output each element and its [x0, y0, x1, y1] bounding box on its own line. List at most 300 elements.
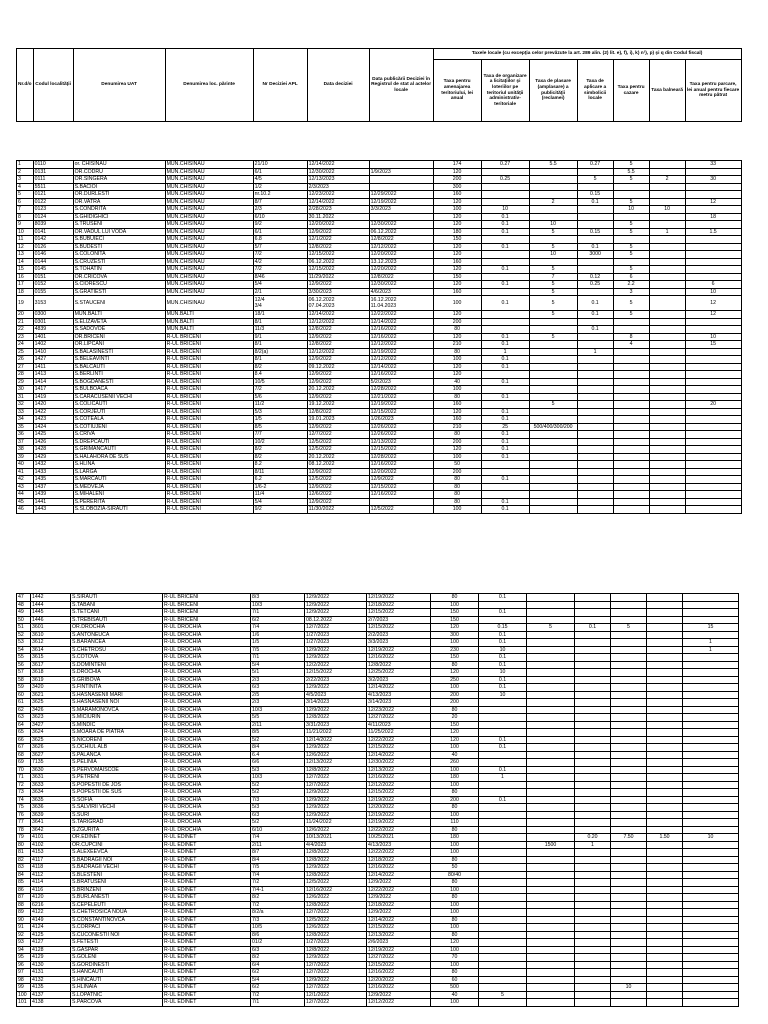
cell: S.PARCOVA	[71, 999, 163, 1007]
cell: R-UL DROCHIA	[163, 676, 251, 684]
cell	[575, 714, 611, 722]
cell: 96	[17, 961, 31, 969]
cell: 01/2	[251, 939, 305, 947]
cell	[479, 601, 527, 609]
cell: 0.1	[479, 594, 527, 602]
cell: 100	[431, 811, 479, 819]
cell: 80	[431, 931, 479, 939]
cell: 120	[433, 371, 481, 379]
cell: 210	[433, 341, 481, 349]
cell: 4/2	[253, 258, 307, 266]
cell: 51	[17, 624, 31, 632]
cell	[575, 706, 611, 714]
cell	[683, 744, 739, 752]
cell: 0.1	[577, 296, 613, 311]
cell	[575, 601, 611, 609]
pub-line: 16.12.2022	[370, 296, 397, 303]
cell: 5.5	[529, 161, 577, 169]
cell	[613, 371, 649, 379]
cell: 5/2	[251, 736, 305, 744]
cell: R-UL EDINET	[163, 849, 251, 857]
cell: R-UL DROCHIA	[163, 811, 251, 819]
cell: MUN.CHISINAU	[165, 266, 253, 274]
cell: OR.VADUL LUI VODA	[73, 228, 165, 236]
cell: 13.12.2023	[369, 258, 433, 266]
cell: 10	[683, 834, 739, 842]
cell: R-UL EDINET	[163, 976, 251, 984]
cell	[647, 931, 683, 939]
cell: MUN.CHISINAU	[165, 296, 253, 311]
cell: 10	[479, 646, 527, 654]
cell: R-UL EDINET	[163, 946, 251, 954]
cell: 06.12.2022	[369, 228, 433, 236]
cell: 9/2	[253, 221, 307, 229]
cell: 20	[685, 401, 741, 409]
cell: S.BOGDANESTI	[73, 378, 165, 386]
cell: 1441	[33, 498, 73, 506]
cell	[529, 468, 577, 476]
cell	[613, 423, 649, 431]
cell: 29	[17, 378, 34, 386]
cell: 12/12/2022	[367, 781, 431, 789]
cell: 12/13/2022	[367, 766, 431, 774]
cell: 230	[431, 646, 479, 654]
cell: 80	[431, 661, 479, 669]
cell	[613, 431, 649, 439]
cell: 12/19/2022	[367, 646, 431, 654]
cell: 9	[17, 221, 34, 229]
cell: S.MOARA DE PIATRA	[71, 729, 163, 737]
cell: 12/30/2022	[307, 168, 369, 176]
cell: 0.1	[481, 363, 529, 371]
cell: 100	[431, 639, 479, 647]
cell: 5/4	[253, 281, 307, 289]
cell	[685, 258, 741, 266]
cell: 12/8/2022	[307, 243, 369, 251]
cell: 12/9/2022	[305, 864, 367, 872]
cell	[369, 161, 433, 169]
cell	[577, 423, 613, 431]
cell: 7/2	[253, 251, 307, 259]
cell: 3	[613, 288, 649, 296]
cell	[575, 819, 611, 827]
table-row	[17, 273, 742, 281]
cell: 1439	[33, 491, 73, 499]
cell: 12/13/2022	[369, 438, 433, 446]
cell	[527, 819, 575, 827]
cell	[649, 506, 685, 514]
cell: 5	[529, 228, 577, 236]
cell: 56	[17, 661, 31, 669]
cell: 40	[17, 461, 34, 469]
cell: 1429	[33, 453, 73, 461]
cell: 12/15/2022	[369, 483, 433, 491]
cell	[481, 251, 529, 259]
cell: 93	[17, 939, 31, 947]
table-body-row19	[17, 296, 742, 311]
cell	[613, 416, 649, 424]
cell: 15	[17, 266, 34, 274]
cell	[527, 916, 575, 924]
cell: 110	[431, 819, 479, 827]
cell	[575, 699, 611, 707]
cell: 100	[431, 946, 479, 954]
cell: 3/30/2023	[307, 288, 369, 296]
cell	[479, 909, 527, 917]
cell: 1	[683, 639, 739, 647]
cell: R-UL DROCHIA	[163, 721, 251, 729]
date-line: 07.04.2023	[308, 303, 335, 309]
cell: 35	[17, 423, 34, 431]
table-row	[17, 804, 739, 812]
cell: 1500	[527, 841, 575, 849]
cell	[481, 461, 529, 469]
cell: 21	[17, 318, 34, 326]
cell	[685, 506, 741, 514]
cell: 100	[431, 909, 479, 917]
cell	[647, 916, 683, 924]
cell: 19	[17, 296, 34, 311]
cell: R-UL BRICENI	[165, 401, 253, 409]
cell: 83	[17, 864, 31, 872]
cell: R-UL DROCHIA	[163, 796, 251, 804]
cell	[575, 684, 611, 692]
cell	[479, 939, 527, 947]
table-row	[17, 909, 739, 917]
cell	[527, 939, 575, 947]
cell: 80	[431, 969, 479, 977]
cell	[685, 438, 741, 446]
cell: 43	[17, 483, 34, 491]
cell	[481, 326, 529, 334]
cell: 12/16/2022	[305, 886, 367, 894]
cell: 12/14/2022	[307, 198, 369, 206]
cell	[481, 288, 529, 296]
cell: MUN.CHISINAU	[165, 206, 253, 214]
cell: OR.CUPCINI	[71, 841, 163, 849]
table-row	[17, 191, 742, 199]
cell: 7/4	[251, 871, 305, 879]
cell	[613, 378, 649, 386]
cell	[575, 676, 611, 684]
table-row	[17, 221, 742, 229]
cell: 0.1	[577, 198, 613, 206]
cell: 12/12/2022	[369, 243, 433, 251]
cell: 7/2	[253, 386, 307, 394]
cell	[479, 924, 527, 932]
cell: 7/5	[251, 646, 305, 654]
cell: 12/5/2022	[305, 879, 367, 887]
cell: 100	[431, 766, 479, 774]
cell: 8/2	[253, 446, 307, 454]
tax-col-header: Taxa pentru amenajarea teritoriului, lei anual	[433, 60, 481, 122]
cell: 10/5	[251, 924, 305, 932]
cell	[527, 954, 575, 962]
cell: 7/2	[251, 991, 305, 999]
cell: 12/9/2022	[307, 483, 369, 491]
cell: R-UL BRICENI	[165, 378, 253, 386]
cell: 0.1	[481, 356, 529, 364]
cell: 12/9/2022	[307, 378, 369, 386]
cell: 6	[17, 198, 34, 206]
cell: R-UL EDINET	[163, 924, 251, 932]
cell: R-UL DROCHIA	[163, 751, 251, 759]
cell: 20	[431, 714, 479, 722]
cell	[647, 654, 683, 662]
cell: R-UL DROCHIA	[163, 789, 251, 797]
cell: 2/7/2023	[367, 616, 431, 624]
cell: S.MIHALENI	[73, 491, 165, 499]
cell: R-UL BRICENI	[165, 431, 253, 439]
cell: 6216	[31, 901, 71, 909]
cell: 12/27/2022	[367, 954, 431, 962]
cell	[575, 931, 611, 939]
cell: 120	[431, 939, 479, 947]
cell: 36	[17, 431, 34, 439]
cell: 12/9/2022	[305, 954, 367, 962]
cell: S.PERVOMAISCOE	[71, 766, 163, 774]
cell: R-UL DROCHIA	[163, 766, 251, 774]
cell: S.HLINAIA	[71, 984, 163, 992]
cell	[611, 609, 647, 617]
cell: 12/12/2022	[307, 348, 369, 356]
cell: 12/15/2022	[305, 669, 367, 677]
cell: S.OCHIUL ALB	[71, 744, 163, 752]
cell	[577, 506, 613, 514]
cell: R-UL BRICENI	[165, 348, 253, 356]
cell: 0.1	[479, 661, 527, 669]
cell	[685, 243, 741, 251]
cell: 2/3	[251, 676, 305, 684]
cell: 0.15	[577, 228, 613, 236]
cell	[369, 213, 433, 221]
cell	[647, 691, 683, 699]
cell: R-UL BRICENI	[165, 416, 253, 424]
cell: 4129	[31, 954, 71, 962]
cell: R-UL DROCHIA	[163, 624, 251, 632]
cell: MUN.CHISINAU	[165, 236, 253, 244]
cell: 10/3	[251, 601, 305, 609]
cell: 5	[529, 296, 577, 311]
table-row	[17, 281, 742, 289]
cell: 26	[17, 356, 34, 364]
cell: 0.12	[577, 273, 613, 281]
cell	[527, 781, 575, 789]
cell: 80	[431, 789, 479, 797]
cell: 3615	[31, 654, 71, 662]
cell: 7/2	[253, 266, 307, 274]
cell	[611, 999, 647, 1007]
cell: R-UL DROCHIA	[163, 631, 251, 639]
cell	[685, 363, 741, 371]
cell: 3635	[31, 796, 71, 804]
cell: 4120	[31, 894, 71, 902]
tax-col-header: Taxa de organizare a licitaţiilor şi loteriilor pe teritoriul unităţii administrativ-teritoriale	[481, 60, 529, 122]
cell: 12/12/2022	[367, 999, 431, 1007]
cell: 12/23/2022	[367, 706, 431, 714]
cell: 0.25	[481, 176, 529, 184]
cell: 12/15/2022	[367, 744, 431, 752]
table-row	[17, 631, 739, 639]
cell: 12/8/2022	[307, 341, 369, 349]
cell: 12/15/2022	[367, 961, 431, 969]
cell: 97	[17, 969, 31, 977]
cell	[575, 954, 611, 962]
cell	[647, 894, 683, 902]
cell: 34	[17, 416, 34, 424]
cell: 12/19/2022	[367, 594, 431, 602]
cell: 25	[481, 423, 529, 431]
cell: MUN.CHISINAU	[165, 176, 253, 184]
cell	[575, 774, 611, 782]
cell: S.CORPACI	[71, 924, 163, 932]
cell: 80	[433, 491, 481, 499]
cell	[683, 961, 739, 969]
cell: 4124	[31, 924, 71, 932]
cell: 5/2	[251, 789, 305, 797]
cell: 12/12/2022	[369, 356, 433, 364]
table-row	[17, 243, 742, 251]
cell: 120	[433, 281, 481, 289]
cell: 5/4	[251, 661, 305, 669]
table-row	[17, 341, 742, 349]
cell: S.MEDVEJA	[73, 483, 165, 491]
cell: 12	[685, 311, 741, 319]
cell: R-UL BRICENI	[165, 363, 253, 371]
cell	[647, 751, 683, 759]
cell: 8/11	[253, 468, 307, 476]
cell: 3	[17, 176, 34, 184]
cell	[611, 901, 647, 909]
cell	[683, 969, 739, 977]
cell: 12/18/2022	[367, 901, 431, 909]
cell: 120	[433, 243, 481, 251]
table-row	[17, 251, 742, 259]
table-row	[17, 446, 742, 454]
cell: 3420	[31, 684, 71, 692]
cell: 69	[17, 759, 31, 767]
cell: 5	[529, 266, 577, 274]
cell: 1442	[31, 594, 71, 602]
cell: 101	[17, 999, 31, 1007]
cell: 80	[433, 431, 481, 439]
cell	[649, 401, 685, 409]
cell	[647, 601, 683, 609]
cell: 1437	[33, 483, 73, 491]
cell	[575, 811, 611, 819]
cell: MUN.CHISINAU	[165, 191, 253, 199]
cell	[575, 894, 611, 902]
cell: 12/8/2022	[369, 273, 433, 281]
tax-group-header: Taxele locale (cu excepţia celor prevăzute la art. 289 alin. (2) lit. e), f), i), k) n¹), p) şi q din Codul fiscal)	[433, 49, 741, 60]
cell	[683, 924, 739, 932]
cell	[577, 491, 613, 499]
cell: 20	[17, 311, 34, 319]
cell: S.FETESTI	[71, 939, 163, 947]
cell	[527, 736, 575, 744]
cell	[527, 684, 575, 692]
cell: S.SLOBOZIA-SIRAUTI	[73, 506, 165, 514]
cell: 3624	[31, 729, 71, 737]
table-row	[17, 886, 739, 894]
cell: 7/1	[251, 999, 305, 1007]
cell: 0.1	[481, 506, 529, 514]
cell: 12/8/2022	[305, 849, 367, 857]
cell	[611, 631, 647, 639]
table-row	[17, 601, 739, 609]
cell: 5511	[33, 183, 73, 191]
cell	[685, 326, 741, 334]
cell: 12/15/2022	[307, 266, 369, 274]
cell: MUN.CHISINAU	[165, 213, 253, 221]
cell: R-UL EDINET	[163, 909, 251, 917]
cell: 2/1	[253, 288, 307, 296]
cell	[685, 461, 741, 469]
cell: R-UL EDINET	[163, 834, 251, 842]
cell: S.BRATUSENI	[71, 879, 163, 887]
cell	[649, 476, 685, 484]
cell	[479, 729, 527, 737]
cell	[529, 408, 577, 416]
cell: 0124	[33, 213, 73, 221]
cell: S.CHETROSU	[71, 646, 163, 654]
cell	[479, 856, 527, 864]
cell	[613, 438, 649, 446]
cell: S.TABANI	[71, 601, 163, 609]
cell: 0.1	[481, 243, 529, 251]
cell: S.BACIOI	[73, 183, 165, 191]
cell: 18	[685, 213, 741, 221]
cell: S.TETCANI	[71, 609, 163, 617]
cell	[611, 669, 647, 677]
cell: R-UL BRICENI	[165, 453, 253, 461]
cell: 100	[431, 901, 479, 909]
cell: MUN.CHISINAU	[165, 273, 253, 281]
cell: 12/9/2022	[369, 476, 433, 484]
table-row	[17, 699, 739, 707]
cell: 75	[17, 804, 31, 812]
cell	[527, 796, 575, 804]
table-row	[17, 423, 742, 431]
cell	[575, 879, 611, 887]
cell	[647, 946, 683, 954]
cell	[685, 273, 741, 281]
cell	[683, 654, 739, 662]
table-row	[17, 483, 742, 491]
cell	[575, 999, 611, 1007]
cell: 100	[431, 841, 479, 849]
cell: 12/14/2022	[307, 161, 369, 169]
cell	[683, 841, 739, 849]
cell: 7/4	[251, 624, 305, 632]
cell: 10/3	[251, 706, 305, 714]
cell	[611, 736, 647, 744]
cell	[479, 804, 527, 812]
cell: 8/2	[251, 954, 305, 962]
cell: 1/27/2023	[305, 631, 367, 639]
cell	[647, 999, 683, 1007]
cell: 1/6	[251, 631, 305, 639]
cell: 12/14/2022	[367, 751, 431, 759]
cell	[307, 296, 369, 311]
cell: 6/1	[253, 168, 307, 176]
cell: 4153	[31, 849, 71, 857]
cell: or. CHISINAU	[73, 161, 165, 169]
tax-col-header: Taxa de aplicare a simbolicii locale	[577, 60, 613, 122]
table-row	[17, 834, 739, 842]
cell: 84	[17, 871, 31, 879]
cell	[479, 894, 527, 902]
